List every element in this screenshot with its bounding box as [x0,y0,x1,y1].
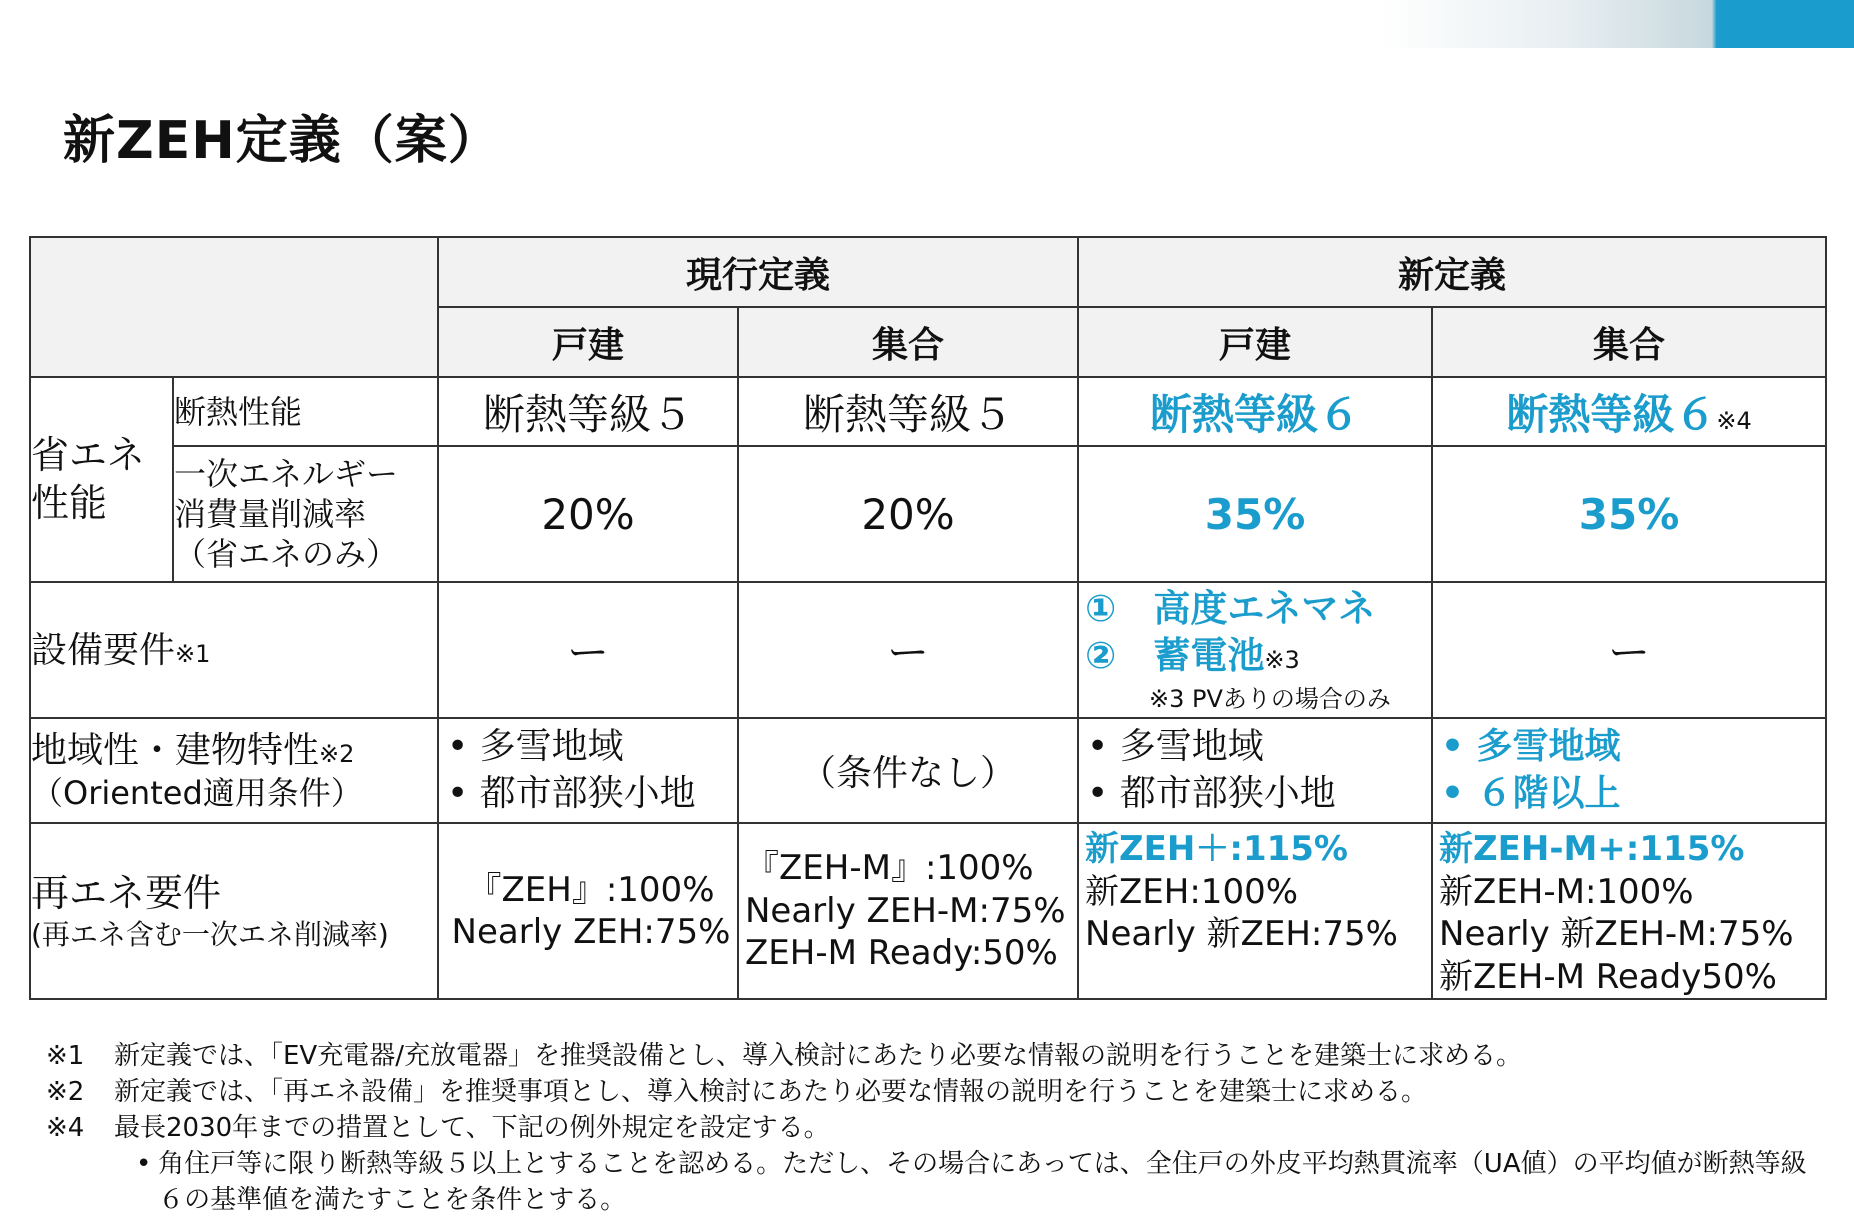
renewable-current-detached-1: 『ZEH』:100% [467,869,715,910]
renewable-new-detached-2: Nearly 新ZEH:75% [1085,914,1398,954]
group-current: 現行定義 [438,237,1078,307]
renewable-new-detached-1: 新ZEH:100% [1085,871,1299,912]
regional-current-detached-2: • 都市部狭小地 [447,772,696,814]
col-new-detached: 戸建 [1078,307,1432,377]
renewable-new-collective-2: Nearly 新ZEH-M:75% [1439,914,1794,954]
group-new: 新定義 [1078,237,1826,307]
renewable-new-collective-1: 新ZEH-M:100% [1439,871,1694,912]
regional-current-detached-1: • 多雪地域 [447,725,624,767]
equipment-new-collective: ー [1432,582,1826,718]
renewable-current-collective [738,823,1078,999]
equipment-item-2: ② 蓄電池 [1085,633,1265,677]
row-label-equipment [30,582,438,718]
col-new-collective: 集合 [1432,307,1826,377]
footnote-4-mark: ※4 [46,1113,85,1143]
insulation-new-collective [1432,377,1826,446]
regional-current-collective: （条件なし） [738,718,1078,823]
page-title: 新ZEH定義（案） [63,111,501,171]
row-label-renewable [30,823,438,999]
regional-label-note: ※2 [319,740,355,768]
row-label-regional [30,718,438,823]
insulation-new-detached: 断熱等級６ [1078,377,1432,446]
renewable-current-collective-3: ZEH-M Ready:50% [745,933,1058,974]
insulation-new-collective-value: 断熱等級６ [1506,389,1717,439]
footnote-1-text: 新定義では、「EV充電器/充放電器」を推奨設備とし、導入検討にあたり必要な情報の説明を行うことを建築士に求める。 [114,1041,1522,1071]
energy-current-collective: 20% [738,446,1078,582]
energy-new-collective: 35% [1432,446,1826,582]
equipment-item-1: ① 高度エネマネ [1085,587,1376,631]
renewable-current-detached-2: Nearly ZEH:75% [451,912,731,952]
renewable-new-detached [1078,823,1432,999]
row-label-shoene: 省エネ 性能 [30,377,173,582]
regional-new-collective [1432,718,1826,823]
footnote-4-text: 最長2030年までの措置として、下記の例外規定を設定する。 [114,1113,830,1143]
zeh-definition-table [29,236,1827,1000]
accent-bar [1380,0,1854,48]
footnote-2-text: 新定義では、「再エネ設備」を推奨事項とし、導入検討にあたり必要な情報の説明を行うことを建築士に求める。 [114,1077,1428,1107]
energy-new-detached: 35% [1078,446,1432,582]
renewable-label-text: 再エネ要件 [31,870,222,915]
col-current-detached: 戸建 [438,307,738,377]
footnote-4-bullet: • [136,1149,152,1179]
row-label-insulation: 断熱性能 [173,377,438,446]
footnote-1-mark: ※1 [46,1041,85,1071]
equipment-footnote: ※3 PVありの場合のみ [1149,684,1391,713]
equipment-current-collective: ー [738,582,1078,718]
renewable-current-collective-1: 『ZEH-M』:100% [745,848,1034,889]
equipment-new-detached [1078,582,1432,718]
insulation-current-collective: 断熱等級５ [738,377,1078,446]
equipment-label-text: 設備要件 [31,629,176,671]
equipment-current-detached: ー [438,582,738,718]
footnote-2 [46,1074,1826,1110]
regional-new-detached-2: • 都市部狭小地 [1087,772,1336,814]
renewable-current-detached [438,823,738,999]
regional-current-detached [438,718,738,823]
footnotes [46,1038,1826,1218]
regional-new-collective-1: • 多雪地域 [1441,725,1621,767]
row-label-primary-energy: 一次エネルギー 消費量削減率 （省エネのみ） [173,446,438,582]
footnote-1 [46,1038,1826,1074]
footnote-4 [46,1110,1826,1146]
regional-label-text: 地域性・建物特性 [31,730,320,771]
corner-cell [30,237,438,377]
footnote-4-sub [46,1146,1826,1218]
insulation-current-detached: 断熱等級５ [438,377,738,446]
regional-new-detached-1: • 多雪地域 [1087,725,1264,767]
renewable-label-sub: (再エネ含む一次エネ削減率) [31,918,389,952]
regional-new-collective-2: • ６階以上 [1441,772,1621,814]
insulation-new-collective-note: ※4 [1716,406,1752,435]
renewable-new-collective-highlight: 新ZEH-M+:115% [1439,829,1745,869]
renewable-new-collective-3: 新ZEH-M Ready50% [1439,956,1777,997]
footnote-2-mark: ※2 [46,1077,85,1107]
renewable-new-detached-highlight: 新ZEH＋:115% [1085,829,1348,869]
footnote-4-sub-text: 角住戸等に限り断熱等級５以上とすることを認める。ただし、その場合にあっては、全住戸の外皮平均熱貫流率（UA値）の平均値が断熱等級６の基準値を満たすことを条件とする。 [158,1149,1807,1215]
regional-label-sub: （Oriented適用条件） [31,774,363,812]
col-current-collective: 集合 [738,307,1078,377]
regional-new-detached [1078,718,1432,823]
renewable-new-collective [1432,823,1826,999]
energy-current-detached: 20% [438,446,738,582]
renewable-current-collective-2: Nearly ZEH-M:75% [745,890,1066,931]
equipment-item-2-note: ※3 [1264,645,1300,674]
equipment-label-note: ※1 [175,639,211,668]
